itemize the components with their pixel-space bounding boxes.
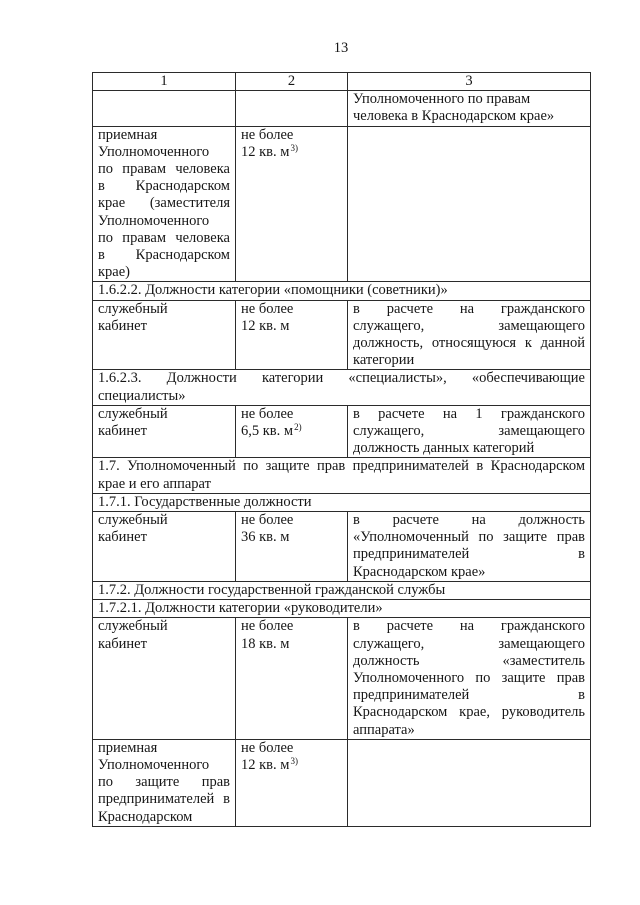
cell-text-line: категории [353,352,415,369]
section-heading [93,282,591,300]
cell-text-line: по защите прав [98,774,230,791]
section-heading-row [93,600,591,618]
cell-text-line: служебный [98,300,168,317]
area-norm-cell [236,126,348,282]
cell-text-line: в расчете на гражданского [353,618,585,635]
area-norm-cell [236,91,348,126]
area-norm-cell [236,405,348,458]
cell-text-line: Уполномоченного [98,756,210,773]
premises-type-cell [93,739,236,826]
cell-text-line: Уполномоченного по правам [353,91,531,108]
cell-text-line: 1.7.2.1. Должности категории «руководители» [98,600,383,617]
cell-text-line: предпринимателей в [353,687,585,704]
premises-type-cell [93,300,236,370]
table-row [93,126,591,282]
cell-text-line: приемная [98,739,158,756]
cell-text-line: 1.7. Уполномоченный по защите прав предпринимателей в Краснодарском [98,458,585,475]
cell-text-line: специалисты» [98,387,186,404]
table-row [93,618,591,739]
premises-type-cell [93,618,236,739]
area-norm-cell [236,618,348,739]
cell-text-line [241,757,342,774]
cell-text-line: 1.6.2.3. Должности категории «специалисты», «обеспечивающие [98,370,585,387]
cell-text-line: не более [241,512,294,529]
calculation-basis-cell [348,91,591,126]
cell-text-line: не более [241,126,294,143]
column-number-3: 3 [348,73,591,91]
cell-text-line: 36 кв. м [241,529,290,546]
cell-text-line: Уполномоченного по защите прав [353,669,585,686]
cell-text-line: служебный [98,512,168,529]
cell-text-line: 1.6.2.2. Должности категории «помощники (советники)» [98,282,448,299]
cell-text-line: предпринимателей в [353,546,585,563]
cell-text-line: 1.7.1. Государственные должности [98,493,312,510]
cell-text-line: кабинет [98,635,147,652]
section-heading-row [93,370,591,405]
cell-text-line: Краснодарском [98,808,193,825]
area-norm-cell [236,300,348,370]
cell-text-line: в Краснодарском [98,178,230,195]
cell-text-line: аппарата» [353,721,415,738]
cell-text-line: по правам человека [98,229,230,246]
cell-text-line: в расчете на гражданского [353,300,585,317]
cell-text-line: в расчете на должность [353,512,585,529]
area-value: 12 кв. м [241,143,290,160]
section-heading-row [93,282,591,300]
area-norm-cell [236,739,348,826]
cell-text-line: 12 кв. м [241,317,290,334]
cell-text-line: предпринимателей в [98,791,230,808]
column-number-2: 2 [236,73,348,91]
footnote-ref: 3) [290,142,298,153]
cell-text-line: не более [241,405,294,422]
cell-text-line: должность, относящуюся к данной [353,335,585,352]
premises-type-cell [93,126,236,282]
table-header-row [93,73,591,91]
page-number: 13 [333,40,349,56]
cell-text-line: Уполномоченного [98,143,210,160]
footnote-ref: 3) [290,755,298,766]
cell-text-line: кабинет [98,529,147,546]
cell-text-line: кабинет [98,423,147,440]
cell-text-line: служащего, замещающего [353,635,585,652]
area-value: 12 кв. м [241,756,290,773]
cell-text-line: крае) [98,264,130,281]
cell-text-line: служебный [98,618,168,635]
premises-norms-table [92,72,591,827]
table-row [93,91,591,126]
cell-text-line: 1.7.2. Должности государственной гражданской службы [98,581,446,598]
column-number-1: 1 [93,73,236,91]
footnote-ref: 2) [294,422,302,433]
cell-text-line: человека в Краснодарском крае» [353,108,555,125]
section-heading [93,493,591,511]
table-row [93,405,591,458]
cell-text-line: кабинет [98,317,147,334]
cell-text-line: служащего, замещающего [353,317,585,334]
table-row [93,300,591,370]
cell-text-line: в Краснодарском [98,247,230,264]
table-row [93,512,591,582]
premises-type-cell [93,512,236,582]
cell-text-line: должность «заместитель [353,652,585,669]
calculation-basis-cell [348,618,591,739]
section-heading-row [93,458,591,493]
cell-text-line: служащего, замещающего [353,423,585,440]
calculation-basis-cell [348,405,591,458]
cell-text-line [241,423,342,440]
cell-text-line [241,144,342,161]
section-heading [93,370,591,405]
cell-text-line: служебный [98,405,168,422]
calculation-basis-cell [348,739,591,826]
cell-text-line: не более [241,300,294,317]
section-heading-row [93,493,591,511]
cell-text-line: Краснодарском крае» [353,563,486,580]
section-heading-row [93,581,591,599]
cell-text-line: «Уполномоченный по защите прав [353,529,585,546]
calculation-basis-cell [348,300,591,370]
cell-text-line: по правам человека [98,161,230,178]
cell-text-line: приемная [98,126,158,143]
cell-text-line: 18 кв. м [241,635,290,652]
cell-text-line: Краснодарском крае, руководитель [353,704,585,721]
section-heading [93,600,591,618]
calculation-basis-cell [348,126,591,282]
calculation-basis-cell [348,512,591,582]
cell-text-line: крае и его аппарат [98,475,211,492]
table-row [93,739,591,826]
section-heading [93,458,591,493]
premises-type-cell [93,91,236,126]
area-value: 6,5 кв. м [241,423,294,440]
premises-type-cell [93,405,236,458]
cell-text-line: не более [241,739,294,756]
cell-text-line: не более [241,618,294,635]
cell-text-line: Уполномоченного [98,212,210,229]
cell-text-line: должность данных категорий [353,440,535,457]
cell-text-line: крае (заместителя [98,195,230,212]
section-heading [93,581,591,599]
cell-text-line: в расчете на 1 гражданского [353,405,585,422]
area-norm-cell [236,512,348,582]
